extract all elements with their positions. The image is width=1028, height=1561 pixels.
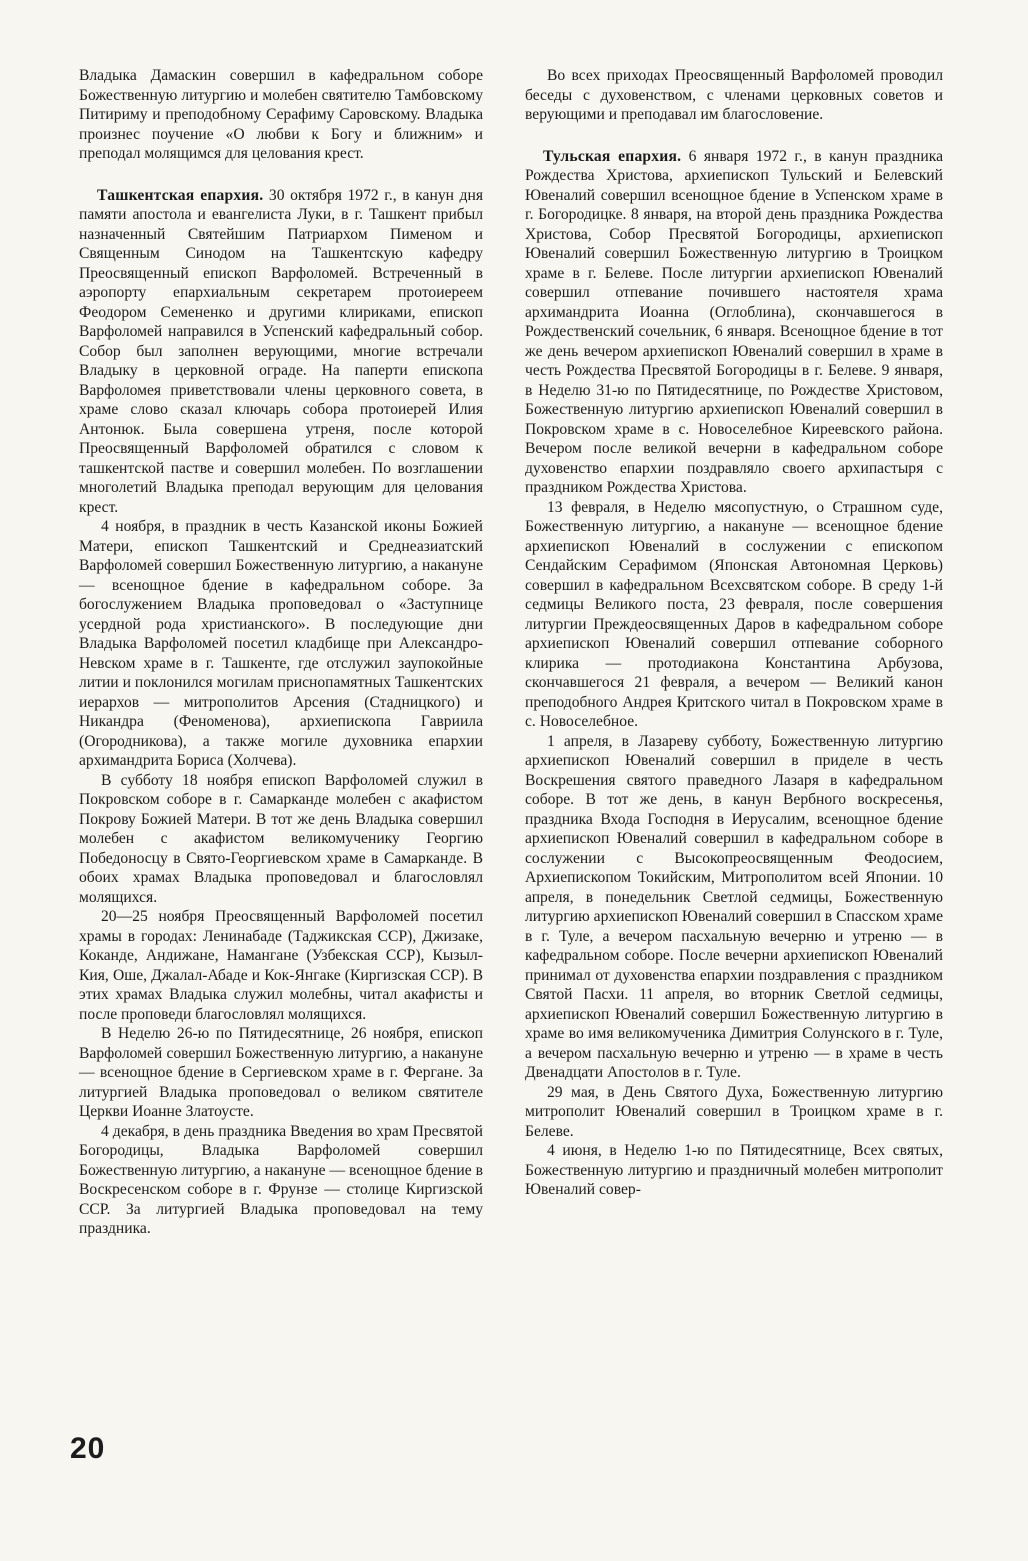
right-column bbox=[525, 66, 943, 1200]
paragraph: 4 июня, в Неделю 1-ю по Пятидесятнице, Всех святых, Божественную литургию и праздничный молебен митрополит Ювеналий совер- bbox=[525, 1142, 943, 1198]
left-column bbox=[79, 66, 483, 1239]
paragraph: 1 апреля, в Лазареву субботу, Божественную литургию архиепископ Ювеналий совершил в приделе в честь Воскрешения святого праведного Лазаря в кафедральном соборе. В тот же день, в канун Вербного воскресенья, праздника Входа Господня в Иерусалим, всенощное бдение архиепископ Ювеналий совершил в кафедральном соборе в сослужении с Высокопреосвященным Феодосием, Архиепископом Токийским, Митрополитом всей Японии. 10 апреля, в понедельник Светлой седмицы, Божественную литургию архиепископ Ювеналий совершил в Спасском храме в г. Туле, а вечером пасхальную вечерню и утреню — в кафедральном соборе. После вечерни архиепископ Ювеналий принимал от духовенства епархии поздравления с праздником Святой Пасхи. 11 апреля, во вторник Светлой седмицы, архиепископ Ювеналий совершил Божественную литургию в храме во имя великомученика Димитрия Солунского в г. Туле, а вечером пасхальную вечерню и утреню — в храме в честь Двенадцати Апостолов в г. Туле. bbox=[525, 732, 943, 1081]
paragraph: 20—25 ноября Преосвященный Варфоломей посетил храмы в городах: Ленинабаде (Таджикская ССР), Джизаке, Коканде, Андижане, Намангане (Узбекская ССР), Кызыл-Кия, Оше, Джалал-Абаде и Кок-Янгаке (Киргизская ССР). В этих храмах Владыка служил молебны, читал акафисты и после проповеди благословлял молящихся. bbox=[79, 908, 483, 1023]
section-heading-tula: Тульская епархия. bbox=[543, 147, 682, 165]
paragraph: 4 декабря, в день праздника Введения во храм Пресвятой Богородицы, Владыка Варфоломей совершил Божественную литургию, а накануне — всенощное бдение в Воскресенском соборе в г. Фрунзе — столице Киргизской ССР. За литургией Владыка проповедовал на тему праздника. bbox=[79, 1122, 483, 1237]
paragraph-text: 6 января 1972 г., в канун праздника Рождества Христова, архиепископ Тульский и Белевский Ювеналий совершил всенощное бдение в Успенском храме в г. Богородицке. 8 января, на второй день праздника Рождества Христова, Собор Пресвятой Богородицы, архиепископ Ювеналий совершил Божественную литургию в Троицком храме в г. Белеве. После литургии архиепископ Ювеналий совершил отпевание почившего настоятеля храма архимандрита Иоанна (Оглоблина), скончавшегося в Рождественский сочельник, 6 января. Всенощное бдение в тот же день вечером архиепископ Ювеналий совершил в храме в честь Рождества Пресвятой Богородицы в г. Белеве. 9 января, в Неделю 31-ю по Пятидесятнице, по Рождестве Христовом, Божественную литургию архиепископ Ювеналий совершил в Покровском храме в с. Новоселебное Киреевского района. Вечером после великой вечерни в кафедральном соборе духовенство епархии поздравляло своего архипастыря с праздником Рождества Христова. bbox=[525, 147, 943, 496]
paragraph: 29 мая, в День Святого Духа, Божественную литургию митрополит Ювеналий совершил в Троицком храме в г. Белеве. bbox=[525, 1083, 943, 1140]
paragraph: 4 ноября, в праздник в честь Казанской иконы Божией Матери, епископ Ташкентский и Среднеазиатский Варфоломей совершил Божественную литургию, а накануне — всенощное бдение в кафедральном соборе. За богослужением Владыка проповедовал о «Заступнице усердной рода христианского». В последующие дни Владыка Варфоломей посетил кладбище при Александро-Невском храме в г. Ташкенте, где отслужил заупокойные литии и поклонился могилам приснопамятных Ташкентских иерархов — митрополитов Арсения (Стадницкого) и Никандра (Феноменова), архиепископа Гавриила (Огородникова), а также могиле духовника епархии архимандрита Бориса (Холчева). bbox=[79, 518, 483, 769]
paragraph: В Неделю 26-ю по Пятидесятнице, 26 ноября, епископ Варфоломей совершил Божественную литургию, а накануне — всенощное бдение в Сергиевском храме в г. Фергане. За литургией Владыка проповедовал о великом святителе Церкви Иоанне Златоусте. bbox=[79, 1025, 483, 1120]
paragraph: В субботу 18 ноября епископ Варфоломей служил в Покровском соборе в г. Самарканде молебен с акафистом Покрову Божией Матери. В тот же день Владыка совершил молебен с акафистом великомученику Георгию Победоносцу в Свято-Георгиевском храме в Самарканде. В обоих храмах Владыка проповедовал и благословлял молящихся. bbox=[79, 771, 483, 906]
paragraph-text: 30 октября 1972 г., в канун дня памяти апостола и евангелиста Луки, в г. Ташкент прибыл назначенный Святейшим Патриархом Пименом и Священным Синодом на Ташкентскую кафедру Преосвященный епископ Варфоломей. Встреченный в аэропорту епархиальным секретарем протоиереем Феодором Семененко и другими клириками, епископ Варфоломей направился в Успенский кафедральный собор. Собор был заполнен верующими, многие встречали Владыку в церковной ограде. На паперти епископа Варфоломея приветствовали члены церковного совета, в храме слово сказал ключарь собора протоиерей Илия Антонюк. Была совершена утреня, после которой Преосвященный Варфоломей обратился с словом к ташкентской пастве и совершил молебен. По возглашении многолетий Владыка преподал верующим для целования крест. bbox=[79, 186, 483, 516]
section-paragraph-tula bbox=[525, 147, 943, 498]
section-paragraph-tashkent bbox=[79, 186, 483, 518]
paragraph: 13 февраля, в Неделю мясопустную, о Страшном суде, Божественную литургию, а накануне — всенощное бдение архиепископ Ювеналий в сослужении с епископом Сендайским Серафимом (Японская Автономная Церковь) совершил в кафедральном Всехсвятском соборе. В среду 1-й седмицы Великого поста, 23 февраля, после совершения литургии Преждеосвященных Даров в кафедральном соборе архиепископ Ювеналий совершил отпевание соборного клирика — протодиакона Константина Арбузова, скончавшегося 21 февраля, а вечером — Великий канон преподобного Андрея Критского читал в Покровском храме в с. Новоселебное. bbox=[525, 498, 943, 730]
paragraph: Во всех приходах Преосвященный Варфоломей проводил беседы с духовенством, с членами церковных советов и верующими и преподавал им благословение. bbox=[525, 67, 943, 123]
page-number: 20 bbox=[70, 1432, 106, 1465]
paragraph: Владыка Дамаскин совершил в кафедральном соборе Божественную литургию и молебен святителю Тамбовскому Питириму и преподобному Серафиму Саровскому. Владыка произнес поучение «О любви к Богу и ближним» и преподал молящимся для целования крест. bbox=[79, 67, 483, 162]
section-heading-tashkent: Ташкентская епархия. bbox=[97, 186, 264, 204]
